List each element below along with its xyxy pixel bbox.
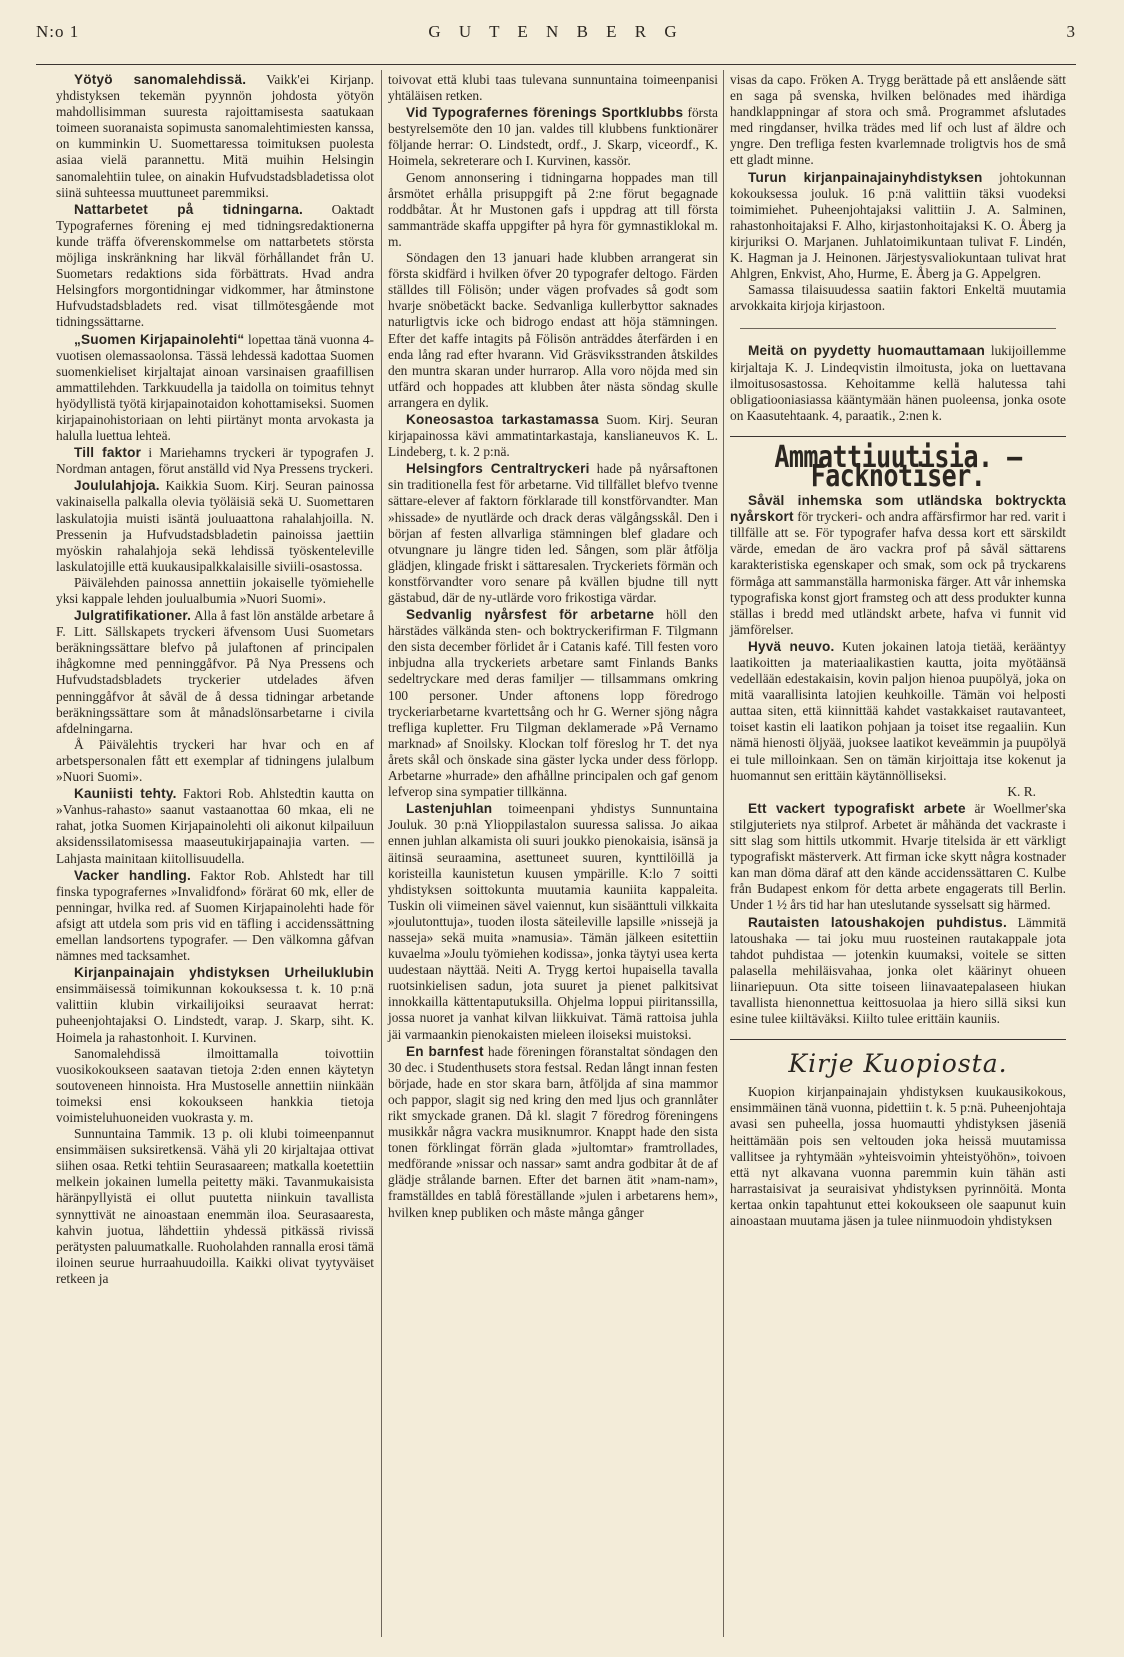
- header-rule: [36, 64, 1076, 65]
- column-2: [388, 72, 718, 1221]
- article-heading: Julgratifikationer.: [74, 608, 192, 624]
- article-heading: Kirjanpainajain yhdistyksen Urheiluklubin: [74, 965, 374, 981]
- article-heading: Kauniisti tehty.: [74, 786, 177, 802]
- section-rule: [730, 436, 1066, 437]
- article: [388, 461, 718, 606]
- article: [388, 607, 718, 800]
- article: [388, 105, 718, 169]
- article-text: Lämmitä latoushaka — tai joku muu ruosteinen rautakappale jota tahdot puhdistaa — jotenkin kuumaksi, voitele se sitten palasella mehiläisvahaa, jonka olet käärinyt ohueen liinariepuun. Ota sitte toiseen liinavaatepalaseen hiukan tavallista hienonnettua keittosuolaa ja hiero sillä siksi kun esine tulee kiiltäväksi. Kiilto tulee erittäin kauniis.: [730, 914, 1066, 1027]
- article-text: toivovat että klubi taas tulevana sunnuntaina toimeenpanisi yhtäläisen retken.: [388, 72, 718, 104]
- article-heading: Nattarbetet på tidningarna.: [74, 201, 303, 217]
- article: [730, 170, 1066, 283]
- article: [56, 478, 374, 575]
- article: [56, 72, 374, 201]
- article-text: Suom. Kirj. Seuran kirjapainossa kävi ammatintarkastaja, kanslianeuvos K. L. Lindeberg, t. k. 2 p:nä.: [388, 411, 718, 460]
- article: [388, 1044, 718, 1221]
- signature: K. R.: [1007, 783, 1036, 799]
- article-text: Kuopion kirjanpainajain yhdistyksen kuukausikokous, ensimmäinen tänä vuonna, pidettiin t. k. 5 p:nä. Puheenjohtaja avasi sen puheella, jossa huomautti yhdistyksen jäseniä heittämään pois sen veltouden joka heissä muutamissa vallitsee ja ryhtymään »yhteisvoimin yhteistyöhön», toivoen että nyt alkavana vuonna paremmin kuin tähän asti harrastaisivat ja seuraisivat yhdistyksen pyrinnöitä. Monta kertaa onkin tapahtunut ettei kokoukseen ole saapunut kuin ainoastaan muutama jäsen ja tulee niinmuodoin yhdistyksen: [730, 1084, 1066, 1228]
- article-text: Päivälehden painossa annettiin jokaiselle työmiehelle yksi kappale lehden joulualbumia »Nuori Suomi».: [56, 574, 374, 606]
- article: [56, 868, 374, 965]
- article-heading: Såväl inhemska som utländska boktryckta nyårskort: [730, 493, 1066, 525]
- article-heading: Helsingfors Centraltryckeri: [406, 461, 590, 477]
- article-text: Alla å fast lön anstälde arbetare å F. Litt. Sällskapets tryckeri äfvensom Uusi Suometars beräkningssättare blefvo på julaftonen af principalen ihågkomne med penninggåfvor. På Nya Pressens och Hufvudstadsbladets tryckerier utdelades äfven penninggåfvor åt såväl de å dessa tidningar arbetande beräkningssättare som åt månadslönsarbetarne i civila afdelningarna.: [56, 608, 375, 736]
- article: [56, 608, 374, 737]
- column-1: [56, 72, 374, 1287]
- article: [730, 915, 1066, 1028]
- article-heading: Lastenjuhlan: [406, 801, 493, 817]
- article-heading: Yötyö sanomalehdissä.: [74, 72, 247, 87]
- article-heading: Vacker handling.: [74, 867, 192, 883]
- article-text: höll den härstädes välkända sten- och boktryckerifirman F. Tilgmann den sista december förlidet år i Catanis kafé. Till festen voro inbjudna alla tryckeriets arbetare samt Finlands Banks sedeltryckare med deras familjer — tillsammans omkring 100 personer. Under aftonens lopp föredrogo tryckeriarbetarne kvartettsång och hr G. Werner sjöng några trefliga kupletter. Fru Tilgman deklamerade »På Vernamo marknad» af Snoilsky. Klockan tolf föreslog hr T. det nya årets skål och önskade sina gäster lycka under dess förlopp. Arbetarne »hurrade» den afhållne principalen och gaf genom lefverop sina sympatier tillkänna.: [388, 607, 718, 800]
- article-text: första bestyrelsemöte den 10 jan. valdes till klubbens funktionärer följande herrar: O. Lindstedt, ordf., J. Skarp, viceordf., K. Hoimela, sekreterare och I. Kurvinen, kassör.: [388, 105, 718, 169]
- article: [730, 493, 1066, 638]
- article-text: Å Päivälehtis tryckeri har hvar och en af arbetspersonalen fått ett exemplar af tidningens julalbum »Nuori Suomi».: [56, 736, 374, 785]
- divider: [740, 328, 1056, 329]
- section-title: Ammattiuutisia. — Facknotiser.: [774, 439, 1022, 494]
- article-text: Kaikkia Suom. Kirj. Seuran painossa vakinaisella palkalla olevia työläisiä sekä U. Suomettaren laskulatojia muisti isäntä jouluaattona rahalahjoilla. N. Pressenin ja Hufvudstadsbladetin painoissa jaettiin myöskin rahalahjoja sekä lehdissä työskenteleville laskulatojille että kuukausipalkkalaisille siviili-osastossa.: [56, 478, 374, 574]
- article-text: hade föreningen föranstaltat söndagen den 30 dec. i Studenthusets stora festsal. Redan långt innan festen började, hade en stor skara barn, åtföljda af sina mammor och pappor, slagit sig ned kring den med ljus och grannlåter rikt smyckade granen. Då kl. slagit 7 föredrog föreningens musikkår några vackra musiknumror. Knappt hade den sista tonen förklingat förrän glada »jultomtar» framtrollades, medförande »nissar och nassar» samt andra godbitar åt de af glädje strålande barnen. Efter det barnen ätit »nam-nam», framställdes en tablå föreställande »julen i arbetarens hem», hvilken knep publiken och måste många gånger: [388, 1043, 718, 1220]
- article-text: Oaktadt Typografernes förening ej med tidningsredaktionerna kunde träffa öfverenskommelse om nattarbetets största möjliga inskränkning har likväl förhållandet från U. Suometars redaktions sida förbättrats. Hvad andra Helsingfors morgontidningar vidkommer, har åtminstone Hufvudstadsbladets red. visat tillmötesgående mot tidningssättarne.: [56, 201, 374, 330]
- article: [388, 801, 718, 1042]
- page-number: 3: [1066, 22, 1076, 41]
- article-text: Sunnuntaina Tammik. 13 p. oli klubi toimeenpannut ensimmäisen suksiretkensä. Vähä yli 20 kirjaltajaa ottivat siihen osaa. Retki tehtiin Seurasaareen; matkalla koetettiin melkein jokainen lumella peitetty mäki. Tavanmukaisista häränpyllyistä ei ollut puutetta niinkuin tavallista synnyttivät ne ainoastaan enemmän iloa. Seurasaaresta, kahvin juotua, lähdettiin yhdessä pitkässä rivissä perätysten paluumatkalle. Ruoholahden rannalla erosi tämä iloinen seurue hurraahuudoilla. Kaikki olivat tyytyväiset retkeen ja: [56, 1126, 374, 1286]
- article-text: Faktori Rob. Ahlstedtin kautta on »Vanhus-rahasto» saanut vastaanottaa 60 mkaa, eli ne rahat, jotka Suomen Kirjapainolehti oli aikonut kilpailuun aksidenssilatomisessa maaseutukirjapainajia varten. — Lahjasta mainitaan kiitollisuudella.: [56, 786, 375, 866]
- article-text: toimeenpani yhdistys Sunnuntaina Jouluk. 30 p:nä Ylioppilastalon suuressa salissa. Jo aikaa ennen juhlan alkamista oli suuri joukko pienokaisia, isänsä ja äitinsä seuraamina, asettuneet suuren, kynttilöillä ja koristeilla kaunistetun kuusen ympärille. K:lo 7 soitti yhdistyksen soittokunta muutamia kauniita kappaleita. Tuskin oli viimeinen sävel vaiennut, kun sisäänttuli vilkkaita »joulutonttuja», tuoden ilosta säteileville lapsille »nissejä ja nasseja» sekä muita »namusia». Tämän jälkeen esitettiin kuvaelma »Joulu työmiehen kodissa», jonka täytyi usea kerta uudestaan näyttää. Neiti A. Trygg kertoi hupaisella tavalla ruotsinkielisen sadun, jota suuret ja pienet palkitsivat innokkailla kättentaputuksilla. Ohjelma loppui piiritanssilla, jossa nuoret ja vanhat kilvan liikkuivat. Tämä rattoisa juhla jäi varmaankin pienokaisten mieleen iloiseksi muistoksi.: [388, 801, 718, 1042]
- column-3: [730, 72, 1066, 1229]
- article: [56, 965, 374, 1045]
- article-heading: Turun kirjanpainajainyhdistyksen: [748, 169, 983, 185]
- article-text: Kuten jokainen latoja tietää, kerääntyy laatikoitten ja materiaalikastien kautta, joita myötäänsä vedellään edestakaisin, kovin paljon hienoa puupölyä, joka on mitä vaarallisinta latojien keuhkoille. Tämän voi helposti auttaa siten, että kiinnittää kahdet vastakkaiset rautavanteet, toiset kastin eli laatikon pohjaan ja toiset itse regaaliin. Kun nämä hienosti öljyää, juoksee laatikot keveämmin ja puupölyä ei tule milloinkaan. Sen on tämän kirjoittaja itse kokenut ja huomannut sen erittäin käytännölliseksi.: [730, 638, 1066, 783]
- article-heading: Ett vackert typografiskt arbete: [748, 800, 966, 816]
- article-text: Söndagen den 13 januari hade klubben arrangerat sin första skidfärd i hvilken öfver 20 typografer deltogo. Färden ställdes till Fölisön; under vägen profvades så godt som hvarje snöbetäckt backe. Sedvanliga kullerbyttor saknades naturligtvis icke och bidrogo endast att höja stämningen. Efter det kaffe intagits på Fölisön anträddes återfärden i en enda lång rad efter hvarann. Vid Gräsviksstranden åtskildes den muntra skaran under hurrarop. Alla voro nöjda med sin utfärd och hoppades att klubben åter nästa söndag skulle arrangera en dylik.: [388, 250, 718, 410]
- article-text: Sanomalehdissä ilmoittamalla toivottiin vuosikokoukseen saatavan tietoja 2:den ennen käytetyn soutoveneen hinnoista. Hra Mustoselle annettiin niinkään toimeksi ensi kokoukseen hankkia tietoja voimisteluhuoneiden vuokrasta y. m.: [56, 1045, 374, 1125]
- article-heading: Hyvä neuvo.: [748, 638, 835, 654]
- issue-number: N:o 1: [36, 22, 80, 41]
- column-divider: [723, 70, 724, 1637]
- article-text: Faktor Rob. Ahlstedt har till finska typografernes »Invalidfond» förärat 60 mk, eller de penningar, hvilka red. af Suomen Kirjapainolehti hade för afsigt att utdela som pris vid en täfling i accidenssättning emellan landsortens typografer. — Den välkomna gåfvan nämnes med tacksamhet.: [56, 867, 375, 964]
- article-text: Vaikk'ei Kirjanp. yhdistyksen tekemän pyynnön johdosta yötyön mahdollisimman suuresta rajoittamisesta saatukaan toimeen suoranaista sopimusta sanomalehtimiesten kanssa, on kumminkin U. Suomettaressa toimituksen puolesta asiaa vielä parannettu. Mitä muihin Helsingin sanomalehtiin tulee, on ainakin Hufvudstadsbladetissa olot siinä suhteessa muuttuneet paremmiksi.: [56, 72, 374, 200]
- article-text: för tryckeri- och andra affärsfirmor har red. varit i tillfälle att se. För typografer hafva dessa kort ett särskildt värde, emedan de äro vackra prof på såväl sättarens karakteristiska egenskaper och smak, som ock på tryckarens förmåga att sammanställa harmoniska färger. Att vår inhemska typografiska konst gjort framsteg och att dess produkter kunna ställas i bredd med utländskt arbete, hafva vi funnit vid jämförelser.: [730, 509, 1066, 637]
- masthead-title: G U T E N B E R G: [428, 22, 684, 41]
- section-rule: [730, 1039, 1066, 1040]
- article-heading: „Suomen Kirjapainolehti“: [74, 331, 245, 347]
- article-text: ensimmäisessä toimikunnan kokouksessa t. k. 10 p:nä valittiin klubin virkailijoiksi seuraavat herrat: puheenjohtajaksi O. Lindstedt, varap. J. Skarp, siht. K. Hoimela ja rahastonhoit. I. Kurvinen.: [56, 981, 374, 1045]
- article-heading: Sedvanlig nyårsfest för arbetarne: [406, 607, 655, 623]
- article-text: i Mariehamns tryckeri är typografen J. Nordman antagen, förut anställd vid Nya Pressens tryckeri.: [56, 445, 374, 477]
- article: [56, 202, 374, 331]
- article: [730, 639, 1066, 784]
- article-heading: Till faktor: [74, 445, 142, 461]
- page-header: [36, 22, 1076, 52]
- article-text: hade på nyårsaftonen sin traditionella fest för arbetarne. Vid tillfället blefvo tvenne sättare-elever af faktorn förklarade till konstförvandter. Man »hissade» de nyutlärde och drack deras välgångsskål. Den i början af festen allvarliga stämningen blef gladare och otvungnare ju längre tiden led. Sången, som plär åtfölja glädjen, klingade friskt i sättaresalen. Tryckeriets förmän och konstförvandter voro senare på kvällen bjudne till nytt gästabud, där de ny-utlärde voro frikostiga värdar.: [388, 461, 718, 605]
- article-heading: Joululahjoja.: [74, 478, 160, 494]
- article: [56, 332, 374, 445]
- article: [730, 343, 1066, 423]
- article-heading: Meitä on pyydetty huomauttamaan: [748, 343, 986, 359]
- article-heading: Koneosastoa tarkastamassa: [406, 411, 599, 427]
- article-heading: Rautaisten latoushakojen puhdistus.: [748, 914, 1007, 930]
- article-text: lukijoillemme kirjaltaja K. J. Lindeqvistin ilmoitusta, joka on luettavana ilmoitusosastossa. Kehoitamme kellä halutessa tahi obligatiooniasiassa kääntymään hänen puoleensa, jonka osote on Kaasutehtaank. 4, paraatik., 2:nen k.: [730, 343, 1066, 423]
- column-divider: [381, 70, 382, 1637]
- article: [56, 786, 374, 866]
- article-text: lopettaa tänä vuonna 4-vuotisen olemassaolonsa. Tässä lehdessä kadottaa Suomen suomenkieliset kirjaltajat ainoan varsinaisen graafillisen ammattilehden. Tarkkuudella ja taidolla on toimitus tehnyt hyödyllistä työtä kirjapainotaidon kohottamiseksi. Suomen kirjapainohistoriaan on lehti piirtänyt monta arvokasta ja halulla luettua lehteä.: [56, 331, 374, 444]
- article-heading: Vid Typografernes förenings Sportklubbs: [406, 105, 684, 121]
- article-text: är Woellmer'ska stilgjuteriets nya stilprof. Arbetet är måhända det vackraste i sitt slag som hittils utkommit. Hvarje titelsida är ett värkligt typografiskt mästerverk. Att firman icke skytt några kostnader kan man döma däraf att den kände accidenssättaren C. Kulbe från Budapest enkom för detta arbete engagerats till Berlin. Under 1 ½ års tid har han uteslutande sysselsatt sig härmed.: [730, 800, 1066, 913]
- article-text: visas da capo. Fröken A. Trygg berättade på ett anslående sätt en saga på svenska, hvilken belönades med ihärdiga handklappningar af stora och små. Programmet afslutades med ringdanser, hvilka trädes med lif och lust af äldre och yngre. Den trefliga festen kvarlemnade troligtvis hos de små ett gladt minne.: [730, 72, 1066, 168]
- letter-title: Kirje Kuopiosta.: [788, 1049, 1008, 1079]
- article-heading: En barnfest: [406, 1043, 484, 1059]
- article-text: Genom annonsering i tidningarna hoppades man till årsmötet erhålla prisuppgift på 2:ne förut begagnade roddbåtar. Åt hr Mustonen gafs i uppdrag att till första sammanträde skaffa uppgifter på hyra för gymnastiklokal m. m.: [388, 169, 718, 249]
- article-text: Samassa tilaisuudessa saatiin faktori Enkeltä muutamia arvokkaita kirjoja kirjastoon.: [730, 282, 1066, 314]
- article-text: johtokunnan kokouksessa jouluk. 16 p:nä valittiin täksi vuodeksi toimimiehet. Puheenjohtajaksi valittiin J. A. Salminen, rahastonhoitajaksi F. Alho, kirjastonhoitajaksi K. O. Åberg ja kirjuriksi O. Marjanen. Juhlatoimikuntaan tulivat F. Lindén, K. Hagman ja J. Heinonen. Järjestysvaliokuntaan tulivat hrat Ahlgren, Enkvist, Aho, Hurme, E. Åberg ja G. Appelgren.: [730, 169, 1066, 282]
- article: [56, 445, 374, 477]
- article: [730, 801, 1066, 914]
- article: [388, 412, 718, 460]
